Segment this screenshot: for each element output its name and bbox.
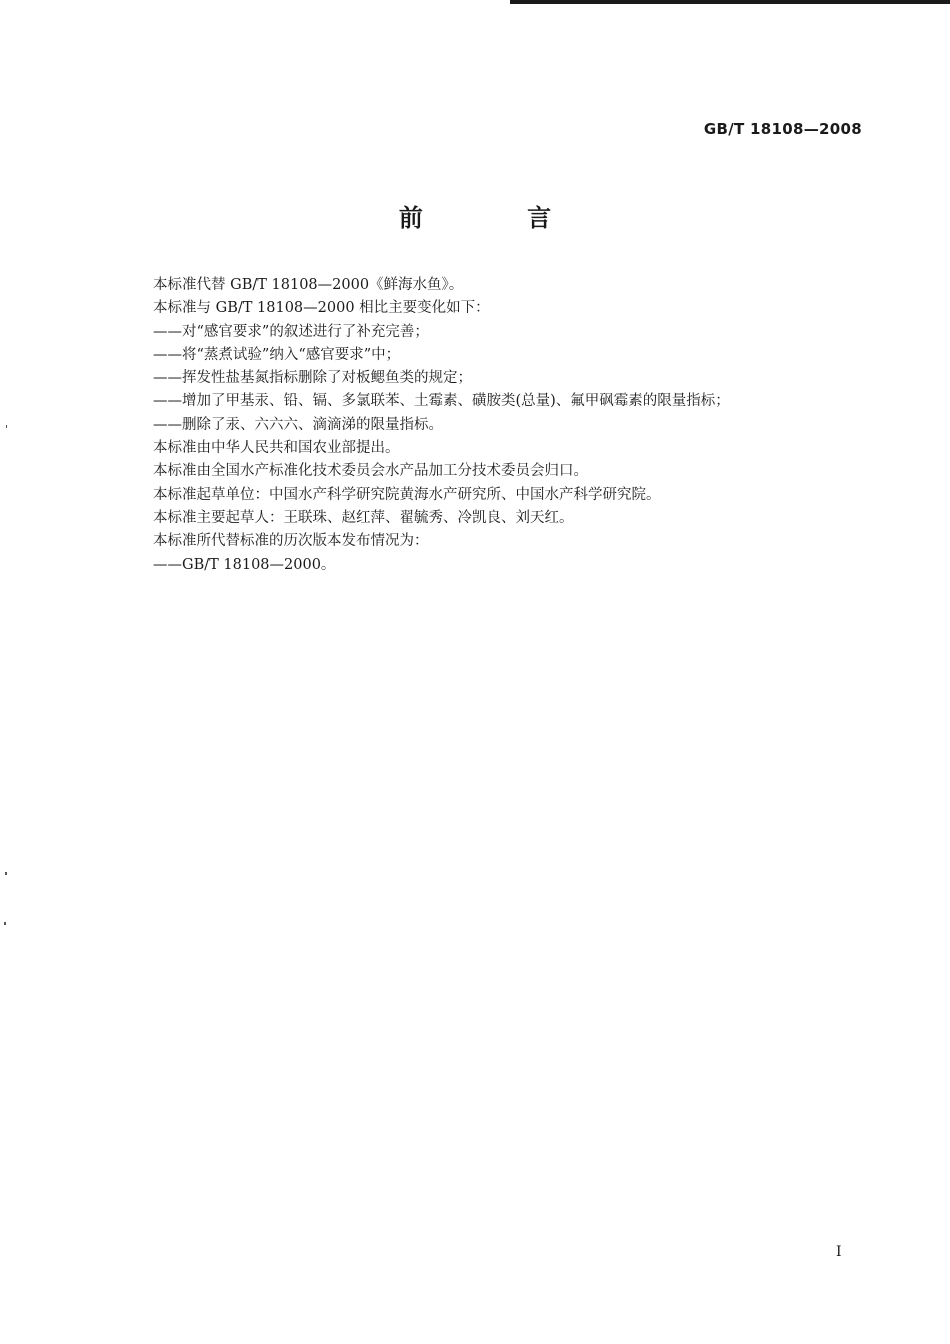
- body-line-previous-edition-item: ——GB/T 18108—2000。: [153, 556, 336, 573]
- top-border-rule: [510, 0, 950, 4]
- body-line-changes-intro: 本标准与 GB/T 18108—2000 相比主要变化如下：: [153, 300, 490, 317]
- body-line-change-sensory: ——对“感官要求”的叙述进行了补充完善；: [153, 323, 429, 340]
- body-line-change-added-limits: ——增加了甲基汞、铅、镉、多氯联苯、土霉素、磺胺类(总量)、氟甲砜霉素的限量指标；: [153, 393, 730, 410]
- scan-artifact-mark: [6, 425, 7, 428]
- body-line-change-removed-limits: ——删除了汞、六六六、滴滴涕的限量指标。: [153, 416, 443, 433]
- body-line-drafting-units: 本标准起草单位：中国水产科学研究院黄海水产研究所、中国水产科学研究院。: [153, 486, 661, 503]
- standard-code-header: GB/T 18108—2008: [703, 120, 862, 138]
- scan-artifact-mark: [5, 872, 7, 875]
- foreword-body: [153, 274, 833, 577]
- body-line-change-cooking-test: ——将“蒸煮试验”纳入“感官要求”中；: [153, 346, 401, 363]
- body-line-drafters: 本标准主要起草人：王联珠、赵红萍、翟毓秀、冷凯良、刘天红。: [153, 509, 574, 526]
- body-line-replaces: 本标准代替 GB/T 18108—2000《鲜海水鱼》。: [153, 277, 464, 293]
- page-title: 前 言: [398, 204, 600, 232]
- body-line-proposed-by: 本标准由中华人民共和国农业部提出。: [153, 440, 400, 457]
- scan-artifact-mark: [4, 922, 6, 925]
- body-line-under-jurisdiction: 本标准由全国水产标准化技术委员会水产品加工分技术委员会归口。: [153, 463, 588, 480]
- page-number: I: [836, 1244, 842, 1260]
- body-line-change-tvbn: ——挥发性盐基氮指标删除了对板鳃鱼类的规定；: [153, 370, 472, 387]
- body-line-previous-editions: 本标准所代替标准的历次版本发布情况为：: [153, 533, 429, 550]
